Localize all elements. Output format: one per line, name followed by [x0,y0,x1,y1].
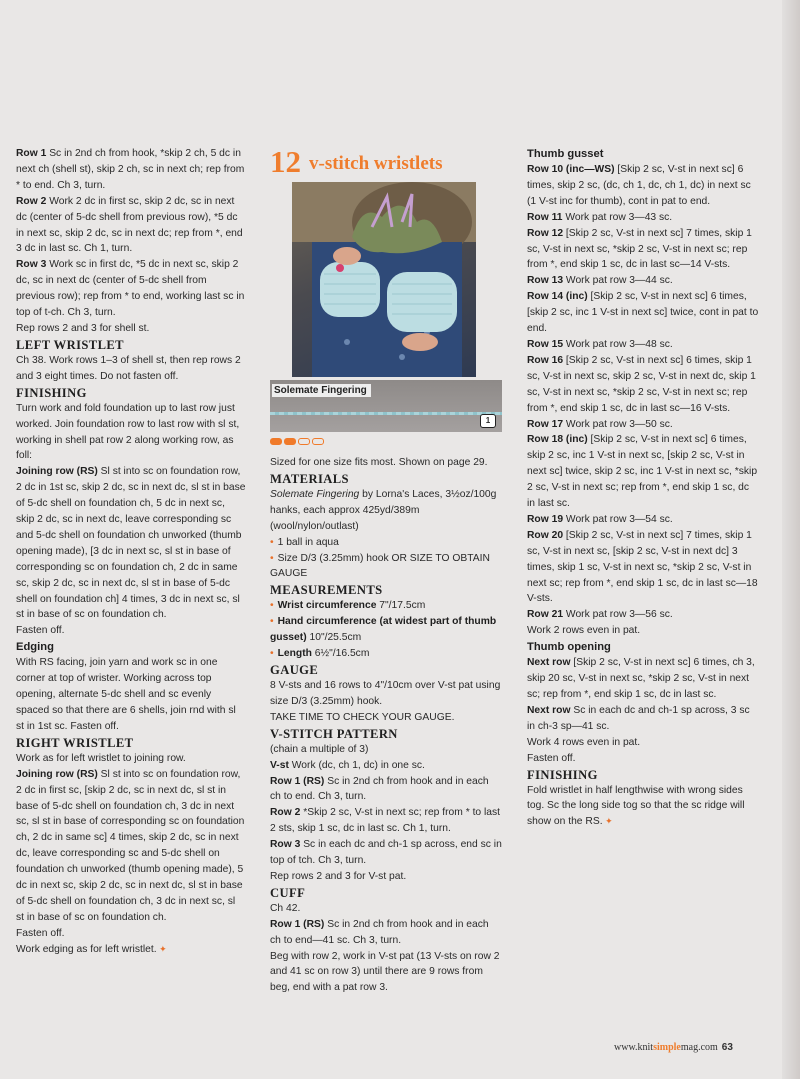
bullet-icon: • [270,600,274,612]
instruction-text: Fold wristlet in half lengthwise with wrong sides tog. Sc the long side tog so that the sc ridge will show on the RS. [527,784,745,828]
instruction-text: [Skip 2 sc, V-st in next sc] 7 times, skip 1 sc, V-st in next sc, *skip 2 sc, V-st in next sc; rep from *, end skip 1 sc, dc in last sc—14 V-sts. [527,227,752,271]
pattern-title: v-stitch wristlets [309,153,443,174]
column-left [16,146,246,958]
row-label: Wrist circumference [277,600,377,612]
instruction-paragraph [16,942,246,958]
wristlet-photo-illustration [292,182,476,377]
footer-url-prefix: www.knit [614,1042,654,1053]
column-right [527,146,759,830]
instruction-paragraph [270,614,502,646]
row-label: Row 18 (inc) [527,434,588,446]
instruction-text: Sl st into sc on foundation row, 2 dc in first sc, [skip 2 dc, sc in next dc, sl st in base of 5-dc shell on foundation ch, 3 dc in next sc, sl st in base of corresponding sc on foundation ch, 2 dc in same sc] 4 times, skip 2 dc, sc in next dc, leave corresponding sc and 5-dc shell on foundation ch unworked (thumb opening made), 5 dc in next sc, skip 2 dc, sc in next dc, sl st in base of 5-dc shell on foundation ch, 3 dc in next sc, sl st in base of sc on foundation ch. [16,768,245,923]
instruction-text: (chain a multiple of 3) [270,743,369,755]
instruction-paragraph [16,321,246,337]
instruction-paragraph [270,646,502,662]
section-heading: FINISHING [527,767,598,782]
instruction-paragraph [270,551,502,583]
instruction-paragraph [527,162,759,210]
instruction-paragraph [527,337,759,353]
row-label: Row 14 (inc) [527,291,588,303]
instruction-paragraph [527,783,759,831]
instruction-paragraph [527,273,759,289]
yarn-weight-badge: 1 [480,414,496,428]
instruction-text: Work as for left wristlet to joining row. [16,752,186,764]
instruction-paragraph [527,353,759,417]
section-heading: V-STITCH PATTERN [270,726,398,741]
instruction-paragraph [16,401,246,465]
instruction-paragraph [270,678,502,710]
instruction-text: Work pat row 3—44 sc. [563,275,673,287]
instruction-text: Work 2 dc in first sc, skip 2 dc, sc in next dc (center of 5-dc shell from previous row), *5 dc in next sc, skip 2 dc, sc in next dc; rep from *, end 3 dc in last sc. Ch 1, turn. [16,195,243,255]
instruction-text: Beg with row 2, work in V-st pat (13 V-sts on row 2 and 41 sc on row 3) until there are 9 rows from beg, end with a pat row 3. [270,950,500,994]
instruction-text: Work sc in first dc, *5 dc in next sc, skip 2 dc, sc in next dc (center of 5-dc shell from previous row); rep from * to end, working last sc in top of t-ch. Ch 3, turn. [16,259,245,319]
instruction-text: With RS facing, join yarn and work sc in one corner at top of wrister. Working across top opening, alternate 5-dc shell and sc evenly spaced so that there are 6 shells, join rnd with sl st in 1st sc. Fasten off. [16,657,236,732]
footer-url-suffix: mag.com [680,1042,718,1053]
row-label: Row 1 (RS) [270,918,325,930]
instruction-text: Size D/3 (3.25mm) hook OR SIZE TO OBTAIN GAUGE [270,552,490,580]
instruction-paragraph [16,623,246,639]
instruction-paragraph [527,289,759,337]
row-label: Row 3 [270,839,301,851]
instruction-text: [Skip 2 sc, V-st in next sc] 6 times, [skip 2 sc, inc 1 V-st in next sc] twice, cont in pat to end. [527,291,759,335]
instruction-text: Rep rows 2 and 3 for shell st. [16,322,150,334]
instruction-text: Sc in 2nd ch from hook and in each ch to end. Ch 3, turn. [270,775,489,803]
instruction-paragraph [16,655,246,735]
instruction-paragraph [16,751,246,767]
row-label: Next row [527,704,571,716]
row-label: Row 15 [527,338,564,350]
instruction-text: Rep rows 2 and 3 for V-st pat. [270,870,407,882]
footer-url-mid: simple [653,1042,681,1053]
bullet-icon: • [270,552,274,564]
page-edge [782,0,800,1079]
instruction-text: Sc in 2nd ch from hook and in each ch to end—41 sc. Ch 3, turn. [270,918,489,946]
skill-pip [270,438,282,445]
instruction-text: by Lorna's Laces, 3½oz/100g hanks, each approx 425yd/389m (wool/nylon/outlast) [270,488,497,532]
row-label: Hand circumference (at widest part of thumb gusset) [270,616,497,644]
row-label: Row 1 (RS) [270,775,325,787]
instruction-text: [Skip 2 sc, V-st in next sc] 6 times, skip 2 sc, inc 1 V-st in next sc, [skip 2 sc, V-st in next sc] twice, skip 2 sc, inc 1 V-st in next sc, *skip 2 sc, V-st in next sc; rep from *, end skip 1 sc, dc in last sc. [527,434,758,510]
section-heading: MEASUREMENTS [270,583,383,598]
instruction-text: 6½"/16.5cm [311,648,370,660]
instruction-paragraph [527,703,759,735]
instruction-paragraph [270,455,502,471]
instruction-text: Ch 42. [270,902,301,914]
page-number: 63 [721,1042,733,1053]
instruction-text: Ch 38. Work rows 1–3 of shell st, then rep rows 2 and 3 eight times. Do not fasten off. [16,354,241,382]
skill-pip [312,438,324,445]
skill-level-indicator [270,438,324,445]
row-label: Joining row (RS) [16,466,98,478]
instruction-text: Work pat row 3—50 sc. [563,418,673,430]
row-label: Row 11 [527,211,563,223]
row-label: Length [277,648,312,660]
wristlet-photo [292,182,476,377]
instruction-paragraph [16,926,246,942]
instruction-text: [Skip 2 sc, V-st in next sc] 6 times, skip 2 sc, (dc, ch 1, dc, ch 1, dc) in next sc (1 V-st inc for thumb), cont in pat to end. [527,164,751,207]
section-heading: CUFF [270,885,306,900]
bullet-icon: • [270,536,274,548]
row-label: Row 2 [270,807,301,819]
bullet-icon: • [270,648,274,660]
instruction-text: Sc in each dc and ch-1 sp across, end sc in top of tch. Ch 3, turn. [270,839,502,867]
instruction-paragraph [527,432,759,512]
section-heading: GAUGE [270,662,319,677]
instruction-text: 7"/17.5cm [376,600,426,612]
instruction-paragraph [270,805,502,837]
instruction-paragraph [527,210,759,226]
instruction-text: Sized for one size fits most. Shown on page 29. [270,457,488,468]
instruction-text: 1 ball in aqua [277,536,339,548]
end-mark-icon: ✦ [156,943,167,954]
end-mark-icon: ✦ [602,816,613,827]
instruction-text: Fasten off. [16,927,65,939]
yarn-name: Solemate Fingering [270,488,360,500]
bullet-icon: • [270,616,274,628]
instruction-text: Work pat row 3—54 sc. [563,513,673,525]
row-label: Row 20 [527,529,564,541]
instruction-text: *Skip 2 sc, V-st in next sc; rep from * to last 2 sts, skip 1 sc, dc in last sc. Ch 1, turn. [270,807,501,835]
instruction-paragraph [527,751,759,767]
instruction-paragraph [16,767,246,926]
instruction-paragraph [527,655,759,703]
instruction-paragraph [270,869,502,885]
instruction-paragraph [527,226,759,274]
instruction-text: Work pat row 3—56 sc. [563,609,673,621]
subsection-heading: Edging [16,641,54,654]
instruction-text: Work edging as for left wristlet. [16,943,157,955]
row-label: Row 17 [527,418,564,430]
instruction-paragraph [270,901,502,917]
row-label: Row 10 (inc—WS) [527,164,615,175]
instruction-text: Sl st into sc on foundation row, 2 dc in 1st sc, skip 2 dc, sc in next dc, sl st in base of 5-dc shell on foundation ch, 5 dc in next sc, skip 2 dc, sc in next dc, leave corresponding sc and 5-dc shell on foundation ch unworked (thumb opening made), [3 dc in next sc, sl st in base of corresponding sc on foundation ch, 2 dc in same sc, skip 2 dc, sc in next dc, sl st in base of 5-dc shell on foundation ch] 4 times, 3 dc in next sc, sl st in base of sc on foundation ch. [16,466,246,621]
instruction-paragraph [527,512,759,528]
yarn-swatch-band [270,380,502,432]
row-label: Joining row (RS) [16,768,98,780]
row-label: Row 2 [16,195,47,207]
instruction-text: Fasten off. [527,752,576,764]
instruction-paragraph [270,710,502,726]
row-label: Row 13 [527,275,564,287]
instruction-paragraph [16,194,246,258]
section-heading: FINISHING [16,385,87,400]
skill-pip [284,438,296,445]
instruction-paragraph [270,758,502,774]
skill-pip [298,438,310,445]
instruction-paragraph [527,735,759,751]
row-label: Row 3 [16,259,47,271]
instruction-paragraph [270,742,502,758]
instruction-text: Fasten off. [16,625,65,637]
instruction-paragraph [16,257,246,321]
row-label: Row 12 [527,227,564,239]
subsection-heading: Thumb gusset [527,148,604,160]
instruction-paragraph [16,464,246,623]
instruction-text: [Skip 2 sc, V-st in next sc] 7 times, skip 1 sc, V-st in next sc, [skip 2 sc, V-st in next dc] 3 times, skip 1 sc, V-st in next sc, *skip 2 sc, V-st in next sc; rep from *, end skip 1 sc, dc in last sc—18 V-sts. [527,529,758,605]
section-heading: MATERIALS [270,471,349,486]
instruction-paragraph [527,417,759,433]
instruction-paragraph [270,598,502,614]
subsection-heading: Thumb opening [527,641,611,654]
instruction-text: Sc in 2nd ch from hook, *skip 2 ch, 5 dc in next ch (shell st), skip 2 ch, sc in next ch; rep from * to end. Ch 3, turn. [16,148,245,191]
instruction-paragraph [270,917,502,949]
instruction-paragraph [270,487,502,535]
row-label: Row 1 [16,148,47,159]
instruction-text: 10"/25.5cm [306,632,362,644]
instruction-paragraph [270,535,502,551]
instruction-text: Sc in each dc and ch-1 sp across, 3 sc in ch-3 sp—41 sc. [527,704,750,732]
row-label: Row 19 [527,513,564,525]
instruction-paragraph [527,607,759,623]
row-label: Next row [527,657,571,669]
instruction-text: Work 2 rows even in pat. [527,625,641,637]
instruction-paragraph [270,949,502,997]
instruction-text: Work 4 rows even in pat. [527,736,641,748]
row-label: Row 21 [527,609,564,621]
section-heading: RIGHT WRISTLET [16,735,134,750]
instruction-paragraph [16,353,246,385]
footer-url [614,1042,733,1053]
instruction-paragraph [270,837,502,869]
instruction-text: Work pat row 3—48 sc. [563,338,673,350]
column-middle [270,455,502,996]
instruction-text: [Skip 2 sc, V-st in next sc] 6 times, skip 1 sc, V-st in next sc, skip 2 sc, V-st in next dc, skip 1 sc, V-st in next sc, *skip 2 sc, V-st in next sc; rep from *, end skip 1 sc, dc in last sc—16 V-sts. [527,354,756,414]
row-label: V-st [270,759,289,771]
yarn-label: Solemate Fingering [272,384,371,397]
instruction-paragraph [270,774,502,806]
yarn-strand [270,412,502,415]
instruction-text: Work pat row 3—43 sc. [562,211,673,223]
instruction-text: 8 V-sts and 16 rows to 4"/10cm over V-st pat using size D/3 (3.25mm) hook. [270,679,501,707]
row-label: Row 16 [527,354,564,366]
section-heading: LEFT WRISTLET [16,337,124,352]
instruction-paragraph [527,528,759,608]
instruction-text: TAKE TIME TO CHECK YOUR GAUGE. [270,711,455,723]
instruction-paragraph [527,623,759,639]
instruction-text: Turn work and fold foundation up to last row just worked. Join foundation row to last row with sl st, working in shell pat row 2 along working row, as foll: [16,402,240,462]
instruction-paragraph [16,146,246,194]
instruction-text: [Skip 2 sc, V-st in next sc] 6 times, ch 3, skip 20 sc, V-st in next sc, *skip 2 sc, V-st in next sc; rep from *, end skip 1 sc, dc in last sc. [527,657,755,700]
instruction-text: Work (dc, ch 1, dc) in one sc. [288,759,425,771]
pattern-number: 12 [270,144,301,179]
